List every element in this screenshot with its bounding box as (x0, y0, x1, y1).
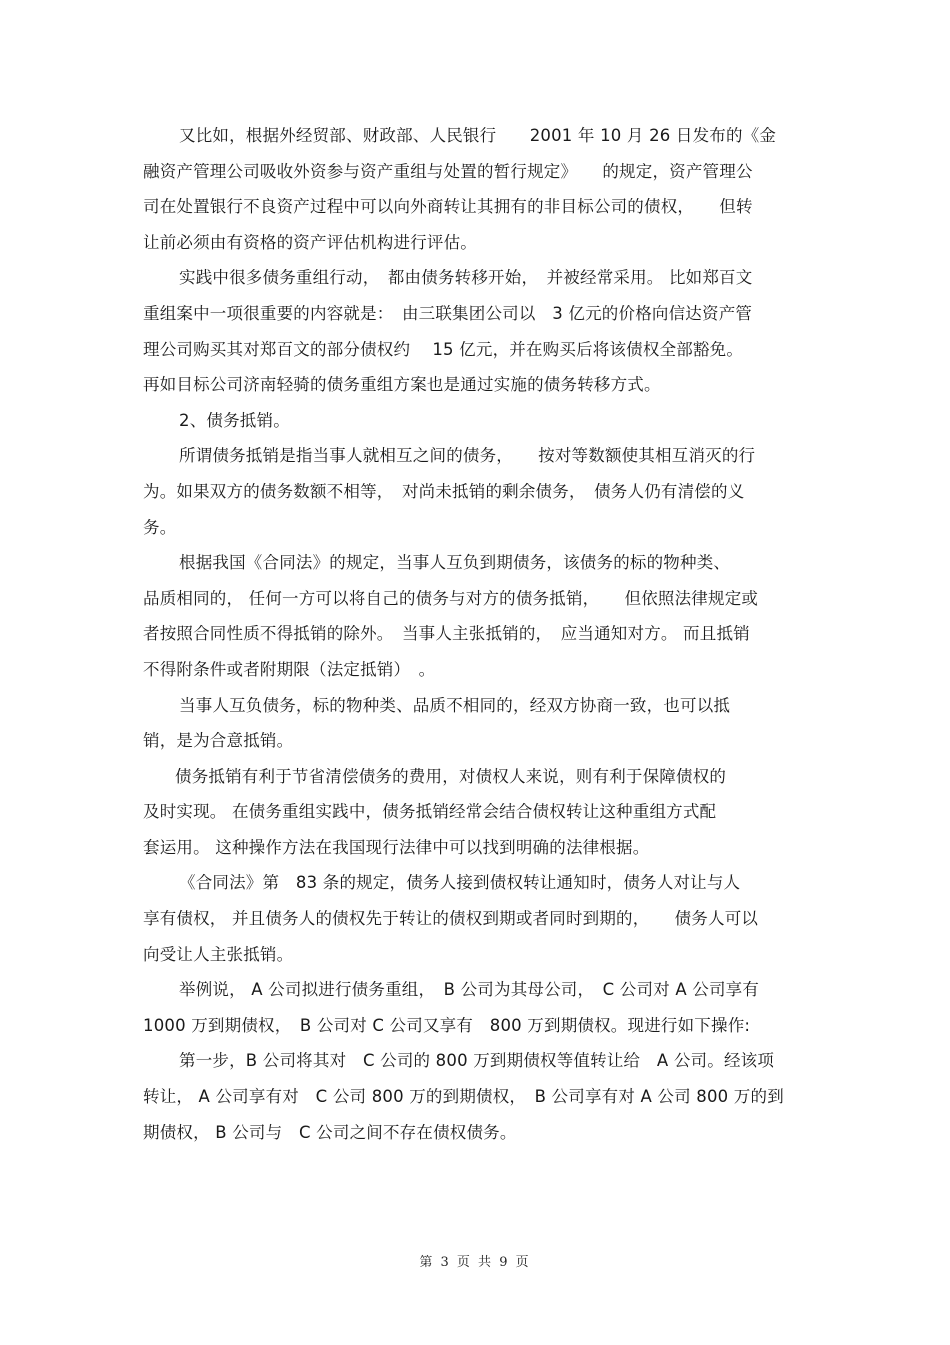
text-line: 当事人互负债务，标的物种类、品质不相同的，经双方协商一致，也可以抵 (179, 695, 731, 715)
paragraph-1 (143, 118, 811, 260)
text-line: 务。 (143, 517, 177, 537)
text-line: 2、债务抵销。 (179, 410, 290, 430)
text-line: 让前必须由有资格的资产评估机构进行评估。 (143, 232, 477, 252)
text-line: 又比如，根据外经贸部、财政部、人民银行 2001 年 10 月 26 日发布的《金 (179, 126, 777, 145)
paragraph-9 (143, 1043, 811, 1150)
text-line: 第一步，B 公司将其对 C 公司的 800 万到期债权等值转让给 A 公司。经该项 (179, 1051, 775, 1071)
paragraph-3 (143, 438, 811, 545)
paragraph-6 (143, 759, 811, 866)
text-line: 转让， A 公司享有对 C 公司 800 万的到期债权， B 公司享有对 A 公司 800 万的到 (143, 1087, 784, 1107)
text-line: 司在处置银行不良资产过程中可以向外商转让其拥有的非目标公司的债权， 但转 (143, 197, 753, 217)
paragraph-8 (143, 972, 811, 1043)
paragraph-4 (143, 545, 811, 687)
text-line: 不得附条件或者附期限（法定抵销） 。 (143, 659, 436, 679)
text-line: 再如目标公司济南轻骑的债务重组方案也是通过实施的债务转移方式。 (143, 375, 661, 395)
text-line: 品质相同的， 任何一方可以将自己的债务与对方的债务抵销， 但依照法律规定或 (143, 588, 759, 608)
paragraph-2 (143, 260, 811, 402)
text-line: 理公司购买其对郑百文的部分债权约 15 亿元，并在购买后将该债权全部豁免。 (143, 339, 744, 359)
paragraph-5 (143, 688, 811, 759)
text-line: 销，是为合意抵销。 (143, 731, 294, 751)
text-line: 举例说， A 公司拟进行债务重组， B 公司为其母公司， C 公司对 A 公司享有 (179, 980, 760, 1000)
page-number-footer: 第 3 页 共 9 页 (419, 1255, 531, 1270)
text-line: 1000 万到期债权， B 公司对 C 公司又享有 800 万到期债权。现进行如下操作: (143, 1015, 751, 1035)
text-line: 者按照合同性质不得抵销的除外。 当事人主张抵销的， 应当通知对方。 而且抵销 (143, 624, 750, 644)
text-line: 享有债权， 并且债务人的债权先于转让的债权到期或者同时到期的， 债务人可以 (143, 909, 759, 929)
text-line: 重组案中一项很重要的内容就是： 由三联集团公司以 3 亿元的价格向信达资产管 (143, 303, 753, 323)
document-body (143, 118, 811, 1150)
paragraph-7 (143, 865, 811, 972)
text-line: 套运用。 这种操作方法在我国现行法律中可以找到明确的法律根据。 (143, 837, 650, 857)
text-line: 向受让人主张抵销。 (143, 944, 294, 964)
text-line: 期债权， B 公司与 C 公司之间不存在债权债务。 (143, 1122, 517, 1142)
text-line: 实践中很多债务重组行动， 都由债务转移开始， 并被经常采用。 比如郑百文 (179, 268, 753, 288)
text-line: 根据我国《合同法》的规定，当事人互负到期债务，该债务的标的物种类、 (179, 553, 731, 573)
text-line: 融资产管理公司吸收外资参与资产重组与处置的暂行规定》 的规定，资产管理公 (143, 161, 753, 181)
text-line: 《合同法》第 83 条的规定，债务人接到债权转让通知时，债务人对让与人 (179, 873, 741, 893)
text-line: 及时实现。 在债务重组实践中，债务抵销经常会结合债权转让这种重组方式配 (143, 802, 717, 822)
section-heading-debt-offset (143, 403, 811, 439)
text-line: 为。如果双方的债务数额不相等， 对尚未抵销的剩余债务， 债务人仍有清偿的义 (143, 481, 745, 501)
text-line: 所谓债务抵销是指当事人就相互之间的债务， 按对等数额使其相互消灭的行 (179, 446, 756, 466)
text-line: 债务抵销有利于节省清偿债务的费用，对债权人来说，则有利于保障债权的 (175, 766, 727, 786)
